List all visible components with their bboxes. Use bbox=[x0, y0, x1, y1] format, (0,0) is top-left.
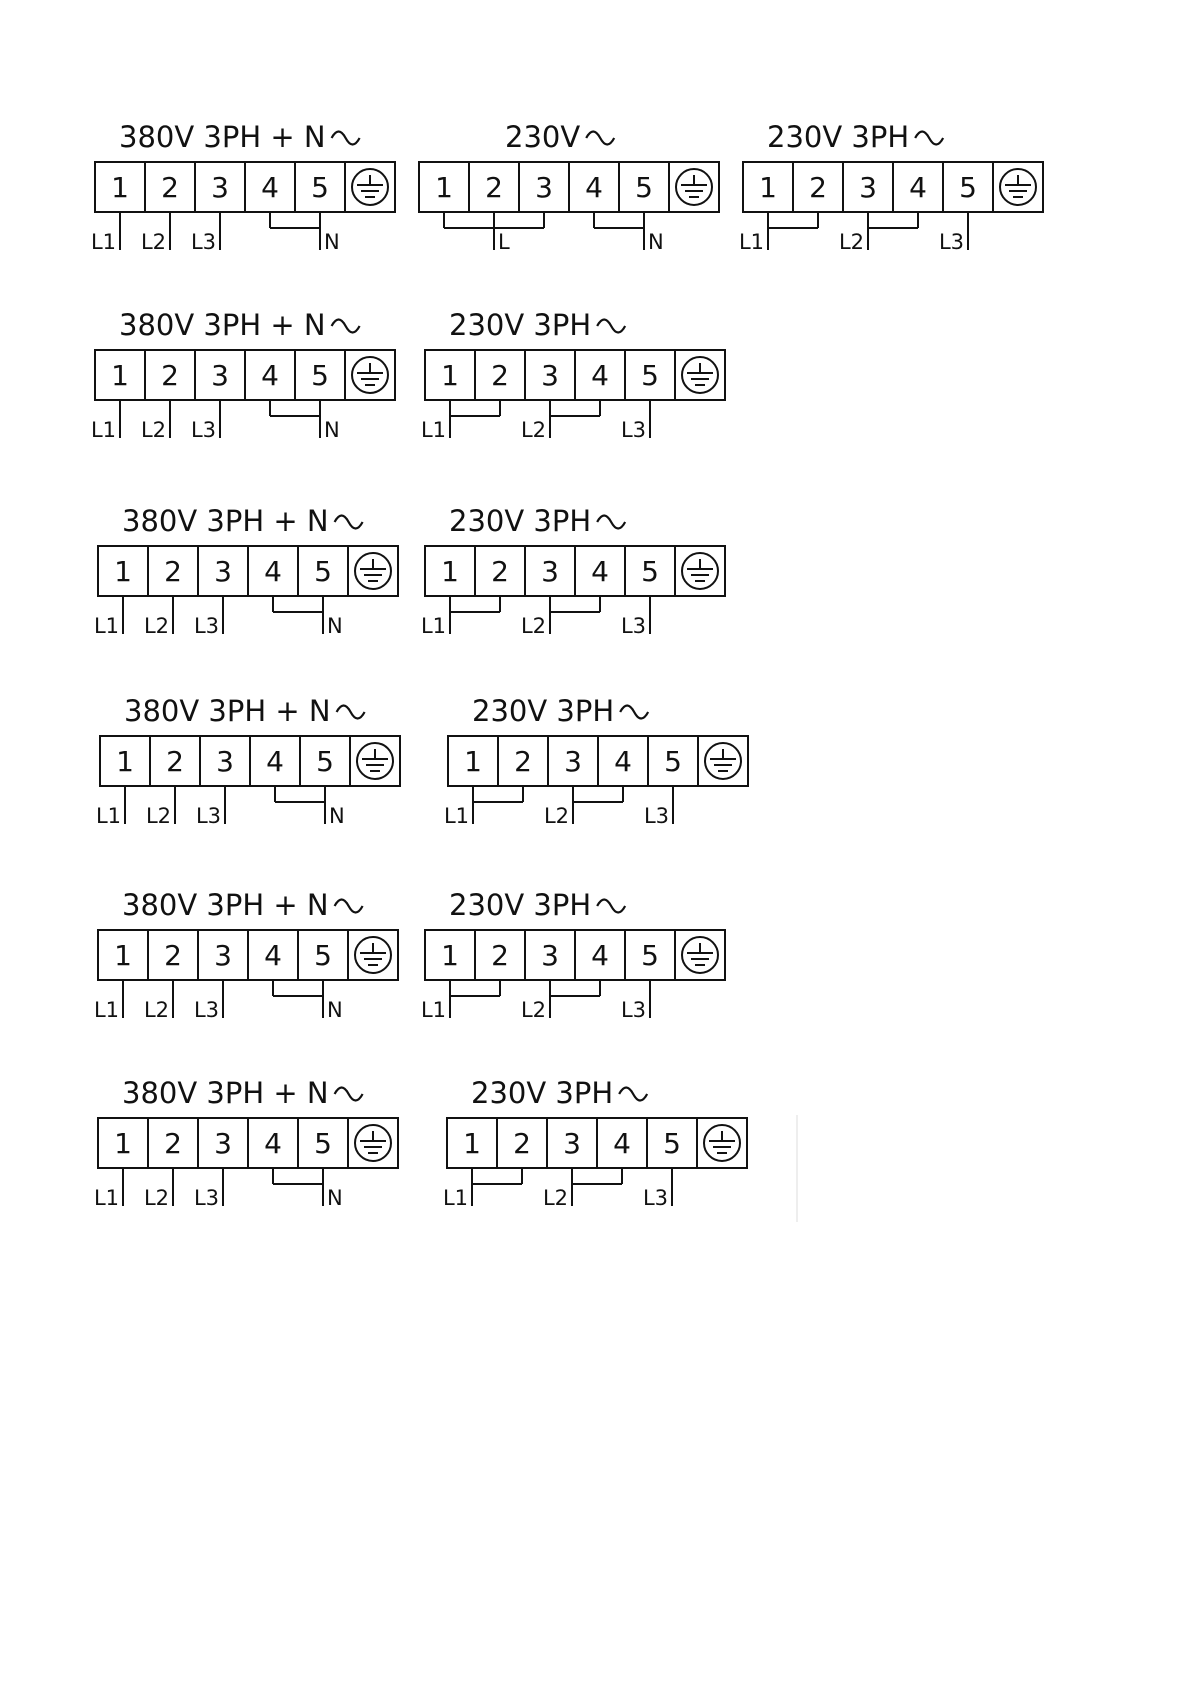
earth-ground-icon bbox=[682, 937, 718, 973]
wire-connection bbox=[421, 596, 500, 638]
terminal-number: 4 bbox=[613, 1127, 631, 1160]
wire-label: N bbox=[327, 614, 343, 638]
diagram-title: 230V 3PH bbox=[472, 694, 615, 728]
terminal-number: 3 bbox=[214, 1127, 232, 1160]
terminal-number: 2 bbox=[164, 555, 182, 588]
terminal-number: 3 bbox=[214, 939, 232, 972]
terminal-number: 3 bbox=[535, 171, 553, 204]
terminal-number: 1 bbox=[114, 555, 132, 588]
terminal-number: 2 bbox=[161, 171, 179, 204]
wire-label: L2 bbox=[542, 1186, 568, 1210]
diagram-title: 380V 3PH + N bbox=[122, 888, 329, 922]
wire-connection bbox=[141, 400, 170, 442]
diagram-title: 230V bbox=[505, 120, 581, 154]
terminal-number: 4 bbox=[261, 171, 279, 204]
earth-ground-icon bbox=[352, 357, 388, 393]
wire-label: L bbox=[498, 230, 510, 254]
wire-label: L1 bbox=[93, 614, 119, 638]
wire-label: L2 bbox=[543, 804, 569, 828]
diagram-title: 380V 3PH + N bbox=[124, 694, 331, 728]
earth-ground-icon bbox=[357, 743, 393, 779]
earth-ground-icon bbox=[704, 1125, 740, 1161]
terminal-number: 5 bbox=[635, 171, 653, 204]
diagram-title: 230V 3PH bbox=[449, 308, 592, 342]
diagram-title: 380V 3PH + N bbox=[119, 120, 326, 154]
terminal-number: 4 bbox=[591, 359, 609, 392]
wire-connection bbox=[621, 980, 650, 1022]
terminal-number: 2 bbox=[161, 359, 179, 392]
wire-connection bbox=[94, 596, 123, 638]
wire-label: L2 bbox=[140, 230, 166, 254]
wire-label: N bbox=[648, 230, 664, 254]
wire-connection bbox=[421, 400, 500, 442]
wire-connection bbox=[521, 596, 600, 638]
wire-label: N bbox=[324, 418, 340, 442]
wire-connection bbox=[273, 980, 343, 1022]
terminal-number: 4 bbox=[264, 1127, 282, 1160]
terminal-number: 5 bbox=[641, 359, 659, 392]
wire-label: L3 bbox=[938, 230, 964, 254]
earth-ground-icon bbox=[355, 553, 391, 589]
diagram-title: 380V 3PH + N bbox=[122, 504, 329, 538]
terminal-number: 1 bbox=[114, 1127, 132, 1160]
wire-label: L3 bbox=[190, 418, 216, 442]
terminal-diagram bbox=[94, 1076, 398, 1210]
terminal-number: 3 bbox=[214, 555, 232, 588]
terminal-number: 2 bbox=[164, 939, 182, 972]
terminal-number: 2 bbox=[514, 745, 532, 778]
wire-connection bbox=[939, 212, 968, 254]
wire-label: L2 bbox=[520, 998, 546, 1022]
wire-connection bbox=[444, 212, 544, 254]
wire-connection bbox=[141, 212, 170, 254]
wire-label: L3 bbox=[643, 804, 669, 828]
wire-connection bbox=[543, 1168, 622, 1210]
terminal-number: 3 bbox=[541, 555, 559, 588]
wire-label: L1 bbox=[420, 614, 446, 638]
diagram-title: 230V 3PH bbox=[449, 504, 592, 538]
wire-label: N bbox=[327, 1186, 343, 1210]
terminal-number: 2 bbox=[491, 939, 509, 972]
terminal-number: 5 bbox=[316, 745, 334, 778]
wire-connection bbox=[621, 400, 650, 442]
terminal-number: 2 bbox=[809, 171, 827, 204]
wire-connection bbox=[544, 786, 623, 828]
wire-label: L1 bbox=[420, 998, 446, 1022]
terminal-number: 4 bbox=[591, 939, 609, 972]
terminal-number: 1 bbox=[116, 745, 134, 778]
wire-label: L2 bbox=[520, 614, 546, 638]
ac-symbol-icon bbox=[597, 516, 625, 529]
wire-label: L2 bbox=[143, 998, 169, 1022]
terminal-number: 5 bbox=[641, 555, 659, 588]
wire-label: L2 bbox=[838, 230, 864, 254]
wire-label: L3 bbox=[620, 998, 646, 1022]
wire-connection bbox=[521, 980, 600, 1022]
terminal-number: 5 bbox=[311, 171, 329, 204]
ac-symbol-icon bbox=[337, 706, 365, 719]
wire-label: N bbox=[327, 998, 343, 1022]
terminal-diagram bbox=[421, 504, 725, 638]
diagram-title: 380V 3PH + N bbox=[119, 308, 326, 342]
wire-connection bbox=[621, 596, 650, 638]
terminal-number: 1 bbox=[435, 171, 453, 204]
terminal-number: 3 bbox=[211, 359, 229, 392]
terminal-diagram bbox=[419, 120, 719, 254]
ac-symbol-icon bbox=[335, 1088, 363, 1101]
wire-label: L2 bbox=[140, 418, 166, 442]
wire-label: L1 bbox=[90, 418, 116, 442]
ac-symbol-icon bbox=[915, 132, 943, 145]
terminal-number: 4 bbox=[261, 359, 279, 392]
terminal-number: 5 bbox=[314, 555, 332, 588]
wire-label: L3 bbox=[195, 804, 221, 828]
earth-ground-icon bbox=[352, 169, 388, 205]
diagram-title: 230V 3PH bbox=[449, 888, 592, 922]
wire-connection bbox=[94, 1168, 123, 1210]
wire-label: L1 bbox=[738, 230, 764, 254]
wire-connection bbox=[196, 786, 225, 828]
ac-symbol-icon bbox=[332, 132, 360, 145]
ac-symbol-icon bbox=[586, 132, 614, 145]
wire-label: L1 bbox=[95, 804, 121, 828]
wire-label: L3 bbox=[193, 1186, 219, 1210]
terminal-number: 1 bbox=[463, 1127, 481, 1160]
wire-label: L1 bbox=[443, 804, 469, 828]
terminal-number: 1 bbox=[441, 555, 459, 588]
terminal-number: 5 bbox=[311, 359, 329, 392]
wire-label: L1 bbox=[93, 1186, 119, 1210]
wire-connection bbox=[643, 1168, 672, 1210]
ac-symbol-icon bbox=[597, 320, 625, 333]
wire-connection bbox=[521, 400, 600, 442]
terminal-number: 5 bbox=[314, 939, 332, 972]
terminal-number: 1 bbox=[111, 359, 129, 392]
terminal-diagram bbox=[94, 504, 398, 638]
terminal-number: 3 bbox=[541, 359, 559, 392]
terminal-diagram bbox=[421, 308, 725, 442]
wire-label: L1 bbox=[90, 230, 116, 254]
wire-connection bbox=[191, 212, 220, 254]
wire-connection bbox=[194, 980, 223, 1022]
ac-symbol-icon bbox=[620, 706, 648, 719]
wire-connection bbox=[91, 400, 120, 442]
terminal-diagram bbox=[91, 120, 395, 254]
wire-label: L1 bbox=[442, 1186, 468, 1210]
terminal-number: 5 bbox=[641, 939, 659, 972]
wire-label: N bbox=[329, 804, 345, 828]
terminal-number: 5 bbox=[314, 1127, 332, 1160]
wire-connection bbox=[146, 786, 175, 828]
wire-connection bbox=[191, 400, 220, 442]
terminal-number: 1 bbox=[759, 171, 777, 204]
wire-connection bbox=[273, 596, 343, 638]
terminal-number: 4 bbox=[591, 555, 609, 588]
wire-label: L3 bbox=[620, 418, 646, 442]
terminal-number: 3 bbox=[216, 745, 234, 778]
earth-ground-icon bbox=[682, 357, 718, 393]
terminal-diagram bbox=[96, 694, 400, 828]
wire-label: L1 bbox=[93, 998, 119, 1022]
ac-symbol-icon bbox=[332, 320, 360, 333]
earth-ground-icon bbox=[676, 169, 712, 205]
wire-label: L2 bbox=[520, 418, 546, 442]
terminal-number: 2 bbox=[491, 555, 509, 588]
ac-symbol-icon bbox=[619, 1088, 647, 1101]
wire-connection bbox=[273, 1168, 343, 1210]
wire-connection bbox=[739, 212, 818, 254]
wire-connection bbox=[270, 212, 340, 254]
terminal-number: 5 bbox=[663, 1127, 681, 1160]
wire-connection bbox=[94, 980, 123, 1022]
ac-symbol-icon bbox=[335, 516, 363, 529]
wire-connection bbox=[91, 212, 120, 254]
wire-label: N bbox=[324, 230, 340, 254]
wire-label: L3 bbox=[193, 614, 219, 638]
wire-label: L2 bbox=[145, 804, 171, 828]
terminal-number: 2 bbox=[164, 1127, 182, 1160]
wire-connection bbox=[839, 212, 918, 254]
wire-connection bbox=[275, 786, 345, 828]
terminal-number: 3 bbox=[859, 171, 877, 204]
terminal-diagram bbox=[443, 1076, 747, 1210]
wire-connection bbox=[144, 596, 173, 638]
earth-ground-icon bbox=[355, 937, 391, 973]
wire-label: L3 bbox=[193, 998, 219, 1022]
earth-ground-icon bbox=[705, 743, 741, 779]
ac-symbol-icon bbox=[335, 900, 363, 913]
terminal-number: 4 bbox=[264, 555, 282, 588]
terminal-diagram bbox=[444, 694, 748, 828]
wire-label: L3 bbox=[190, 230, 216, 254]
terminal-number: 1 bbox=[111, 171, 129, 204]
terminal-number: 4 bbox=[614, 745, 632, 778]
earth-ground-icon bbox=[1000, 169, 1036, 205]
terminal-number: 2 bbox=[485, 171, 503, 204]
terminal-diagram bbox=[94, 888, 398, 1022]
terminal-number: 4 bbox=[585, 171, 603, 204]
terminal-number: 3 bbox=[211, 171, 229, 204]
wire-label: L2 bbox=[143, 614, 169, 638]
wire-connection bbox=[96, 786, 125, 828]
terminal-number: 2 bbox=[491, 359, 509, 392]
terminal-number: 3 bbox=[541, 939, 559, 972]
terminal-number: 1 bbox=[114, 939, 132, 972]
terminal-number: 3 bbox=[563, 1127, 581, 1160]
ac-symbol-icon bbox=[597, 900, 625, 913]
terminal-number: 4 bbox=[266, 745, 284, 778]
earth-ground-icon bbox=[682, 553, 718, 589]
wire-connection bbox=[644, 786, 673, 828]
wire-connection bbox=[144, 1168, 173, 1210]
terminal-number: 1 bbox=[464, 745, 482, 778]
diagram-title: 230V 3PH bbox=[767, 120, 910, 154]
wire-label: L3 bbox=[620, 614, 646, 638]
terminal-number: 2 bbox=[513, 1127, 531, 1160]
terminal-number: 4 bbox=[264, 939, 282, 972]
wire-label: L2 bbox=[143, 1186, 169, 1210]
wire-connection bbox=[594, 212, 664, 254]
wire-connection bbox=[444, 786, 523, 828]
diagram-title: 230V 3PH bbox=[471, 1076, 614, 1110]
wire-connection bbox=[270, 400, 340, 442]
earth-ground-icon bbox=[355, 1125, 391, 1161]
terminal-diagram bbox=[421, 888, 725, 1022]
wire-connection bbox=[194, 1168, 223, 1210]
terminal-diagram bbox=[739, 120, 1043, 254]
terminal-number: 1 bbox=[441, 939, 459, 972]
diagram-title: 380V 3PH + N bbox=[122, 1076, 329, 1110]
wire-connection bbox=[421, 980, 500, 1022]
terminal-diagram bbox=[91, 308, 395, 442]
terminal-number: 3 bbox=[564, 745, 582, 778]
wire-label: L1 bbox=[420, 418, 446, 442]
wire-connection bbox=[144, 980, 173, 1022]
wire-connection bbox=[194, 596, 223, 638]
terminal-number: 5 bbox=[664, 745, 682, 778]
terminal-number: 5 bbox=[959, 171, 977, 204]
terminal-number: 1 bbox=[441, 359, 459, 392]
terminal-number: 2 bbox=[166, 745, 184, 778]
wire-connection bbox=[443, 1168, 522, 1210]
wire-label: L3 bbox=[642, 1186, 668, 1210]
terminal-number: 4 bbox=[909, 171, 927, 204]
